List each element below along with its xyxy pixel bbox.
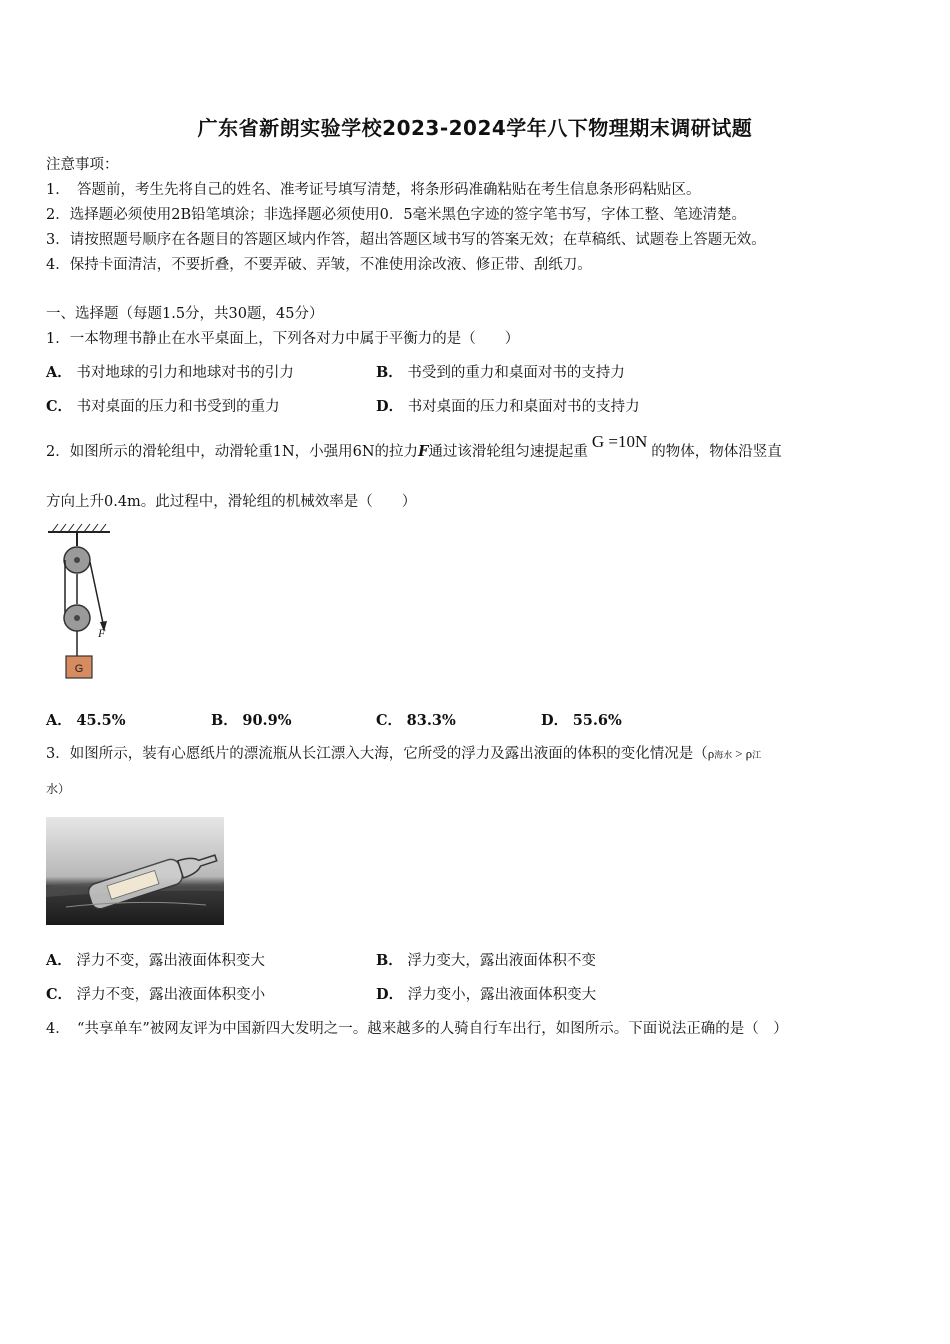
q2-option-a-label: A． (46, 712, 72, 729)
pulley-figure (46, 520, 116, 682)
fixed-pulley-axle (74, 557, 80, 563)
section-heading: 一、选择题（每题1.5分，共30题，45分） (46, 306, 324, 322)
q2-stem-f: F (418, 443, 429, 460)
bottle-photo (46, 817, 224, 925)
q3-option-a-text: 浮力不变，露出液面体积变大 (76, 953, 265, 969)
load-label: G (74, 663, 84, 675)
q3-option-c-text: 浮力不变，露出液面体积变小 (76, 987, 266, 1003)
notice-item-4: 4．保持卡面清洁，不要折叠，不要弄破、弄皱，不准使用涂改液、修正带、刮纸刀。 (46, 257, 592, 273)
notice-item-1: 1． 答题前，考生先将自己的姓名、准考证号填写清楚，将条形码准确粘贴在考生信息条形码粘贴区。 (46, 182, 701, 198)
movable-pulley-axle (74, 615, 80, 621)
q3-stem-line2: 水） (46, 782, 71, 796)
q2-option-d-label: D． (541, 712, 569, 729)
q2-option-c-label: C． (376, 712, 403, 729)
q1-option-d-text: 书对桌面的压力和桌面对书的支持力 (407, 399, 640, 415)
page-title: 广东省新朗实验学校2023-2024学年八下物理期末调研试题 (197, 116, 753, 140)
notice-item-3: 3．请按照题号顺序在各题目的答题区域内作答，超出答题区域书写的答案无效；在草稿纸、试题卷上答题无效。 (46, 232, 766, 248)
q1-option-a-text: 书对地球的引力和地球对书的引力 (76, 365, 294, 381)
q3-rho2: ρ (745, 746, 753, 761)
q1-option-c-label: C． (46, 398, 73, 415)
q3-option-b (376, 949, 596, 970)
q1-option-b (376, 361, 625, 382)
q2-option-c (376, 709, 456, 730)
q1-option-a-label: A． (46, 364, 72, 381)
notice-item-2: 2．选择题必须使用2B铅笔填涂；非选择题必须使用0．5毫米黑色字迹的签字笔书写，字体工整、笔迹清楚。 (46, 207, 747, 223)
q4-stem: 4． “共享单车”被网友评为中国新四大发明之一。越来越多的人骑自行车出行，如图所示。下面说法正确的是（ ） (46, 1021, 788, 1037)
q2-stem-line1 (46, 432, 782, 461)
q3-option-c-label: C． (46, 986, 73, 1003)
rope-pull (90, 562, 104, 628)
q1-option-a (46, 361, 294, 382)
q2-formula: G =10N (591, 432, 648, 451)
q3-option-a (46, 949, 265, 970)
q1-option-c-text: 书对桌面的压力和书受到的重力 (76, 399, 280, 415)
q3-option-b-text: 浮力变大，露出液面体积不变 (407, 953, 596, 969)
q3-gt: > (735, 746, 743, 761)
q3-option-d-label: D． (376, 986, 404, 1003)
q2-option-b-text: 90.9% (242, 712, 292, 729)
q3-rho1-sub: 海水 (714, 751, 733, 761)
q3-option-b-label: B． (376, 952, 403, 969)
q2-option-a (46, 709, 125, 730)
q3-option-c (46, 983, 265, 1004)
q2-option-b (211, 709, 291, 730)
q3-stem-a: 3．如图所示，装有心愿纸片的漂流瓶从长江漂入大海，它所受的浮力及露出液面的体积的变化情况是（ (46, 746, 708, 762)
q2-stem-c: 的物体，物体沿竖直 (651, 444, 782, 460)
q2-option-a-text: 45.5% (76, 712, 126, 729)
q2-option-c-text: 83.3% (406, 712, 456, 729)
q2-option-d-text: 55.6% (572, 712, 622, 729)
q2-stem-line2: 方向上升0.4m。此过程中，滑轮组的机械效率是（ ） (46, 494, 417, 510)
q2-option-b-label: B． (211, 712, 238, 729)
q1-option-b-text: 书受到的重力和桌面对书的支持力 (407, 365, 625, 381)
notice-heading: 注意事项： (46, 157, 119, 173)
q2-stem-a: 2．如图所示的滑轮组中，动滑轮重1N，小强用6N的拉力 (46, 444, 419, 460)
q2-option-d (541, 709, 622, 730)
q1-option-d-label: D． (376, 398, 404, 415)
q3-option-a-label: A． (46, 952, 72, 969)
q1-option-c (46, 395, 280, 416)
q1-option-b-label: B． (376, 364, 403, 381)
q3-rho2-sub: 江 (752, 751, 762, 761)
q2-stem-b: 通过该滑轮组匀速提起重 (428, 444, 588, 460)
q3-rho1: ρ (707, 746, 715, 761)
force-label: F (98, 626, 106, 640)
q1-stem: 1．一本物理书静止在水平桌面上，下列各对力中属于平衡力的是（ ） (46, 331, 520, 347)
q3-option-d-text: 浮力变小，露出液面体积变大 (407, 987, 597, 1003)
ceiling-hatch (52, 524, 106, 532)
q1-option-d (376, 395, 640, 416)
q3-option-d (376, 983, 596, 1004)
q3-stem-line1 (46, 742, 761, 763)
